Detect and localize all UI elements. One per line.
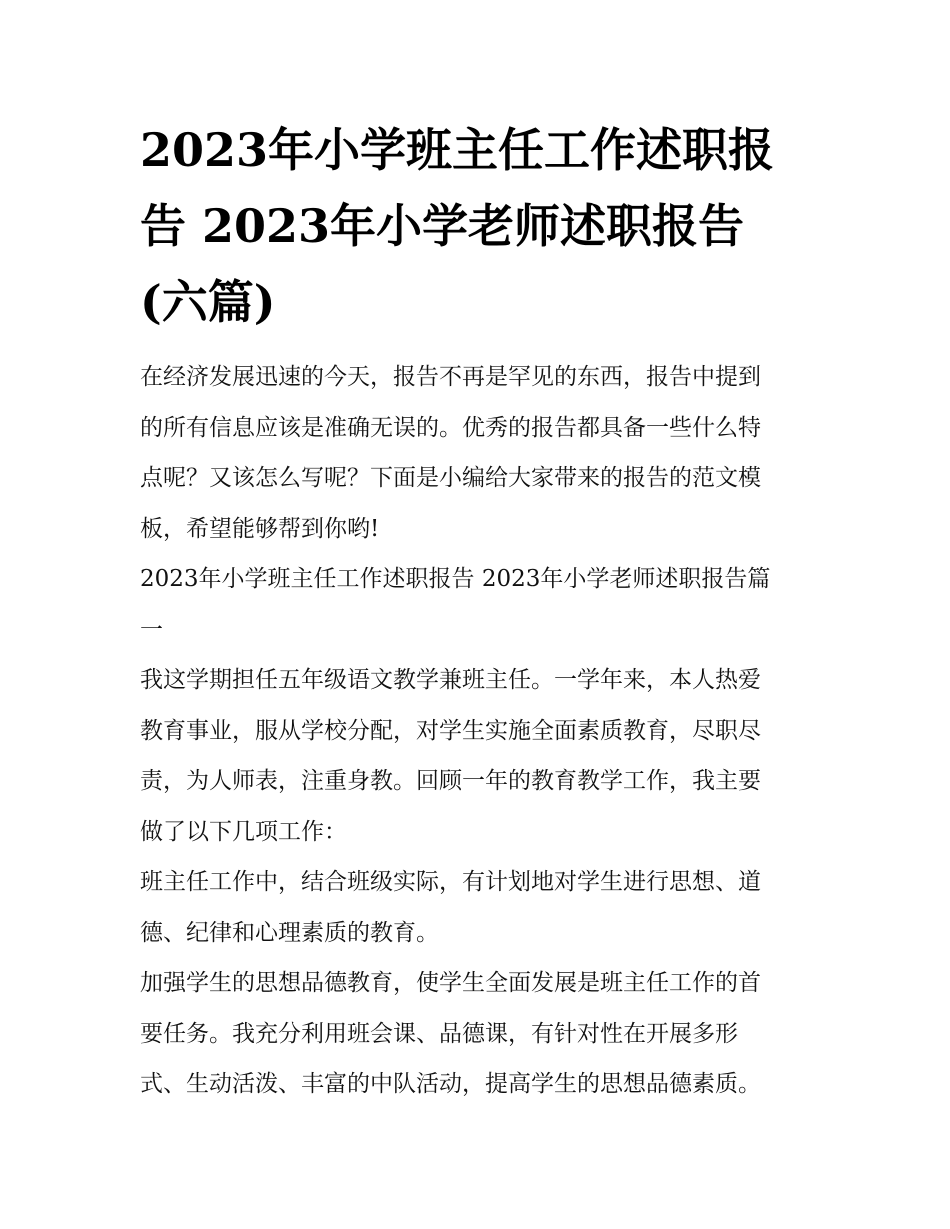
document-body [140, 352, 815, 1110]
section-heading [140, 554, 815, 655]
text-line: 加强学生的思想品德教育，使学生全面发展是班主任工作的首 [140, 970, 761, 996]
text-line: 做了以下几项工作： [140, 818, 347, 845]
intro-paragraph [140, 352, 815, 554]
text-line: 我这学期担任五年级语文教学兼班主任。一学年来，本人热爱 [140, 667, 761, 693]
title-line: (六篇) [140, 275, 276, 329]
text-line: 要任务。我充分利用班会课、品德课，有针对性在开展多形 [140, 1020, 738, 1047]
body-paragraph [140, 958, 815, 1110]
body-paragraph [140, 857, 815, 958]
document-content [140, 112, 815, 1110]
text-line: 2023年小学班主任工作述职报告 2023年小学老师述职报告篇 [140, 566, 771, 592]
text-line: 责，为人师表，注重身教。回顾一年的教育教学工作，我主要 [140, 768, 761, 794]
text-line: 点呢？又该怎么写呢？下面是小编给大家带来的报告的范文模 [140, 465, 761, 491]
text-line: 班主任工作中，结合班级实际，有计划地对学生进行思想、道 [140, 869, 761, 895]
text-line: 德、纪律和心理素质的教育。 [140, 919, 439, 946]
document-title [140, 112, 815, 340]
title-line: 2023年小学班主任工作述职报 [140, 123, 775, 177]
text-line: 式、生动活泼、丰富的中队活动，提高学生的思想品德素质。 [140, 1071, 761, 1097]
text-line: 一 [140, 616, 163, 643]
text-line: 板，希望能够帮到你哟! [140, 515, 380, 542]
text-line: 在经济发展迅速的今天，报告不再是罕见的东西，报告中提到 [140, 364, 761, 390]
title-line: 告 2023年小学老师述职报告 [140, 199, 745, 253]
text-line: 教育事业，服从学校分配，对学生实施全面素质教育，尽职尽 [140, 717, 761, 744]
text-line: 的所有信息应该是准确无误的。优秀的报告都具备一些什么特 [140, 414, 761, 441]
body-paragraph [140, 655, 815, 857]
